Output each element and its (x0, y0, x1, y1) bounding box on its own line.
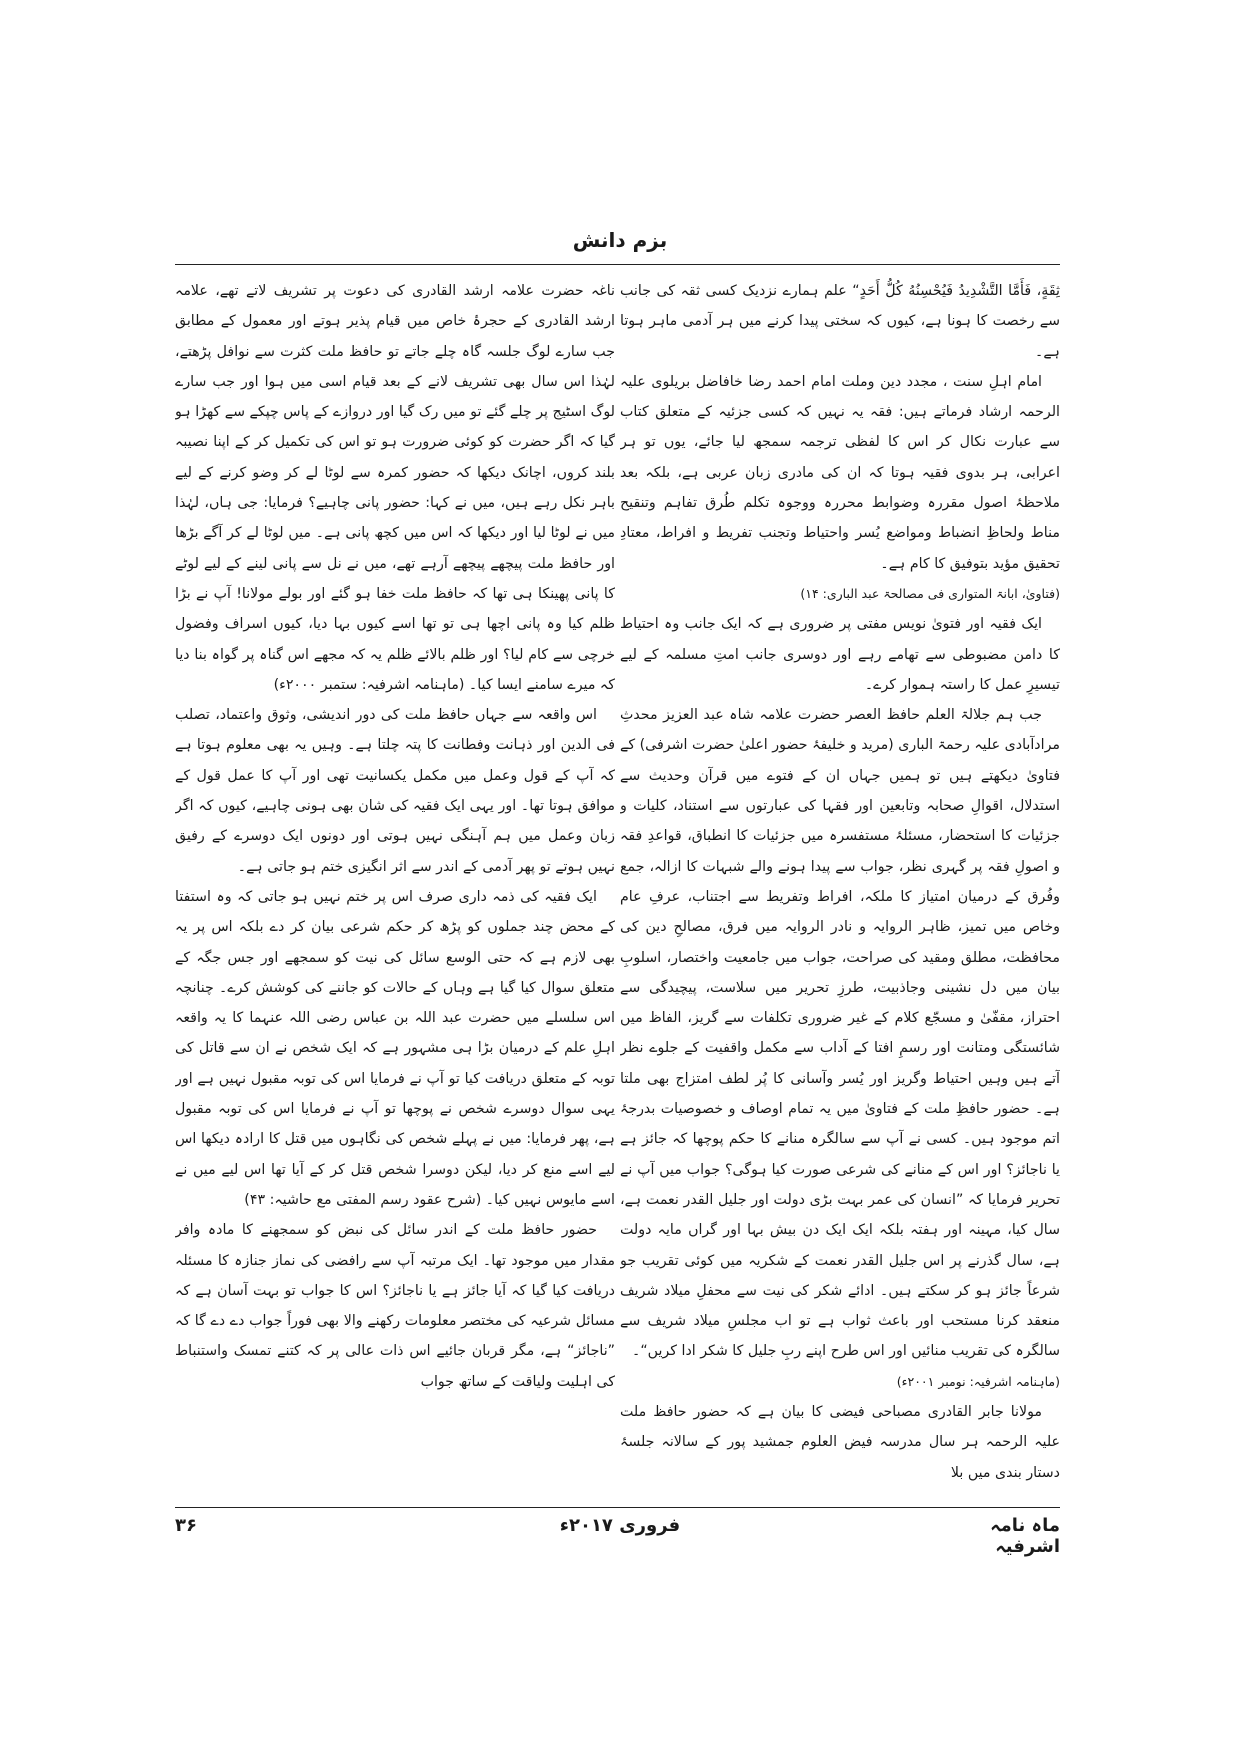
paragraph: امام اہلِ سنت ، مجدد دین وملت امام احمد رضا خافاضل بریلوی علیہ الرحمہ ارشاد فرماتے ہیں: فقہ یہ نہیں کہ کسی جزئیہ کے متعلق کتاب سے عبارت نکال کر اس کا لفظی ترجمہ سمجھ لیا جائے، یوں تو ہر اعرابی، ہر بدوی فقیہ ہوتا کہ ان کی مادری زبان عربی ہے، بلکہ بعد ملاحظۂ اصول مقررہ وضوابط محررہ ووجوہ تکلم طُرق تفاہم وتنقیح مناط ولحاظِ انضباط ومواضع یُسر واحتیاط وتجنب تفریط و افراط، معتادِ تحقیق مؤید بتوفیق کا کام ہے۔ (620, 373, 1060, 572)
footer-magazine-name: ماہ نامہ اشرفیہ (990, 1515, 1060, 1557)
paragraph: ناغہ حضرت علامہ ارشد القادری کی دعوت پر تشریف لاتے تھے، علامہ ارشد القادری کے حجرۂ خاص میں قیام پذیر ہوتے اور معمول کے مطابق جب سارے لوگ جلسہ گاہ چلے جاتے تو حافظ ملت کثرت سے نوافل پڑھتے، لہٰذا اس سال بھی تشریف لانے کے بعد قیام اسی میں ہوا اور جب سارے لوگ اسٹیج پر چلے گئے تو میں رک گیا اور دروازے کے پاس چپکے سے کھڑا ہو گیا کہ اگر حضرت کو کوئی ضرورت ہو تو اس کی تکمیل کر کے اپنا نصیبہ بلند کروں، اچانک دیکھا کہ حضور کمرہ سے لوٹا لے کر وضو کرنے کے لیے باہر نکل رہے ہیں، میں نے کہا: حضور پانی چاہیے؟ فرمایا: جی ہاں، لہٰذا میں نے لوٹا لیا اور دیکھا کہ اس میں کچھ پانی ہے۔ میں لوٹا لے کر آگے بڑھا اور حافظ ملت پیچھے پیچھے آرہے تھے، میں نے نل سے پانی لینے کے لیے لوٹے کا پانی پھینکا ہی تھا کہ حافظ ملت خفا ہو گئے اور بولے مولانا! آپ نے بڑا ظلم کیا وہ پانی اچھا ہی تو تھا اسے کیوں بہا دیا، کیوں اسراف وفضول خرچی سے کام لیا؟ اور ظلم بالائے ظلم یہ کہ مجھے اس گناہ پر گواہ بنا دیا کہ میرے سامنے ایسا کیا۔ (ماہنامہ اشرفیہ: ستمبر ۲۰۰۰ء) (175, 283, 615, 693)
paragraph: (فتاویٰ، ابانۃ المتواری فی مصالحۃ عبد الباری: ۱۴) (800, 585, 1060, 601)
paragraph: جب ہم جلالۃ العلم حافظ العصر حضرت علامہ شاہ عبد العزیز محدثِ مرادآبادی علیہ رحمۃ الباری (مرید و خلیفۂ حضور اعلیٰ حضرت اشرفی) کے فتاویٰ دیکھتے ہیں تو ہمیں جہاں ان کے فتوے میں قرآن وحدیث سے استدلال، اقوالِ صحابہ وتابعین اور فقہا کی عبارتوں سے استناد، کلیات و جزئیات کا استحضار، مسئلۂ مستفسرہ میں جزئیات کا انطباق، قواعدِ فقہ و اصولِ فقہ پر گہری نظر، جواب سے پیدا ہونے والے شبہات کا ازالہ، جمع وفُرق کے درمیان امتیاز کا ملکہ، افراط وتفریط سے اجتناب، عرفِ عام وخاص میں تمیز، ظاہر الروایہ و نادر الروایہ میں فرق، مصالحِ دین کی محافظت، مطلق ومقید کی صراحت، جواب میں جامعیت واختصار، اسلوبِ بیان میں دل نشینی وجاذبیت، طرزِ تحریر میں سلاست، پیچیدگی سے احتراز، مقفّیٰ و مسجّع کلام کے غیر ضروری تکلفات سے گریز، الفاظ میں شائستگی ومتانت اور رسمِ افتا کے آداب سے مکمل واقفیت کے جلوے نظر آتے ہیں وہیں احتیاط وگریز اور یُسر وآسانی کا پُر لطف امتزاج بھی ملتا ہے۔ حضور حافظِ ملت کے فتاویٰ میں یہ تمام اوصاف و خصوصیات بدرجۂ اتم موجود ہیں۔ کسی نے آپ سے سالگرہ منانے کا حکم پوچھا کہ جائز ہے یا ناجائز؟ اور اس کے منانے کی شرعی صورت کیا ہوگی؟ جواب میں آپ نے تحریر فرمایا کہ ”انسان کی عمر بہت بڑی دولت اور جلیل القدر نعمت ہے، سال کیا، مہینہ اور ہفتہ بلکہ ایک ایک دن بیش بہا اور گراں مایہ دولت ہے، سال گذرنے پر اس جلیل القدر نعمت کے شکریہ میں کوئی تقریب جو شرعاً جائز ہو کر سکتے ہیں۔ ادائے شکر کی نیت سے محفلِ میلاد شریف منعقد کرنا مستحب اور باعث ثواب ہے تو اب مجلسِ میلاد شریف سے سالگرہ کی تقریب منائیں اور اس طرح اپنے ربِ جلیل کا شکر ادا کریں“۔ (620, 707, 1060, 1360)
left-text-column (175, 276, 615, 1504)
paragraph: مولانا جابر القادری مصباحی فیضی کا بیان ہے کہ حضور حافظ ملت علیہ الرحمہ ہر سال مدرسہ فیض العلوم جمشید پور کے سالانہ جلسۂ دستار بندی میں بلا (620, 1403, 1060, 1481)
paragraph: حضور حافظ ملت کے اندر سائل کی نبض کو سمجھنے کا مادہ وافر مقدار میں موجود تھا۔ ایک مرتبہ آپ سے رافضی کی نماز جنازہ کا مسئلہ دریافت کیا گیا کہ آیا جائز ہے یا ناجائز؟ اس کا جواب تو بہت آسان ہے کہ مسائل شرعیہ کی مختصر معلومات رکھنے والا بھی فوراً جواب دے دے گا کہ ”ناجائز“ ہے، مگر قربان جائیے اس ذات عالی پر کہ کتنے تمسک واستنباط کی اہلیت ولیاقت کے ساتھ جواب (175, 1222, 615, 1390)
right-text-column (620, 276, 1060, 1504)
paragraph: اس واقعہ سے جہاں حافظ ملت کی دور اندیشی، وثوق واعتماد، تصلب فی الدین اور ذہانت وفطانت کا پتہ چلتا ہے۔ وہیں یہ بھی معلوم ہوتا ہے کہ آپ کے قول وعمل میں مکمل یکسانیت تھی اور آپ کا عمل قول کے موافق ہوتا تھا۔ اور یہی ایک فقیہ کی شان بھی ہونی چاہیے، کیوں کہ اگر زبان وعمل میں ہم آہنگی نہیں ہوتی اور دونوں ایک دوسرے کے رفیق نہیں ہوتے تو پھر آدمی کے اندر سے اثر انگیزی ختم ہو جاتی ہے۔ (175, 707, 615, 875)
footer-issue-date: فروری ۲۰۱۷ء (559, 1515, 681, 1536)
footer-divider (175, 1507, 1060, 1508)
paragraph: ایک فقیہ کی ذمہ داری صرف اس پر ختم نہیں ہو جاتی کہ وہ استفتا کے محض چند جملوں کو پڑھ کر حکم شرعی بیان کر دے بلکہ اس پر یہ بھی لازم ہے کہ حتی الوسع سائل کی نیت کو سمجھے اور جس جگہ کے متعلق سوال کیا گیا ہے وہاں کے حالات کو جاننے کی کوشش کرے۔ چنانچہ اس سلسلے میں حضرت عبد اللہ بن عباس رضی اللہ عنہما کا یہ واقعہ اہلِ علم کے درمیان بڑا ہی مشہور ہے کہ ایک شخص نے ان سے قاتل کی توبہ کے متعلق دریافت کیا تو آپ نے فرمایا اس کی توبہ مقبول نہیں ہے اور یہی سوال دوسرے شخص نے پوچھا تو آپ نے فرمایا اس کی توبہ مقبول ہے، پھر فرمایا: میں نے پہلے شخص کی نگاہوں میں قتل کا ارادہ دیکھا اس لیے اسے منع کر دیا، لیکن دوسرا شخص قتل کر کے آیا تھا اس لیے میں نے اسے مایوس نہیں کیا۔ (شرح عقود رسم المفتی مع حاشیہ: ۴۳) (175, 888, 615, 1208)
footer-page-number: ۳۶ (175, 1515, 197, 1536)
section-header: بزم دانش (572, 228, 668, 252)
paragraph: ایک فقیہ اور فتویٰ نویس مفتی پر ضروری ہے کہ ایک جانب وہ احتیاط کا دامن مضبوطی سے تھامے رہے اور دوسری جانب امتِ مسلمہ کے لیے تیسیرِ عمل کا راستہ ہموار کرے۔ (620, 616, 1060, 693)
paragraph: ثِقَةٍ، فَأَمَّا التَّشْدِيدُ فَيُحْسِنُهُ كُلُّ أَحَدٍ“ علم ہمارے نزدیک کسی ثقہ کی جانب سے رخصت کا ہونا ہے، کیوں کہ سختی پیدا کرنے میں ہر آدمی ماہر ہوتا ہے۔ (620, 283, 1060, 360)
header-divider (175, 264, 1060, 265)
paragraph: (ماہنامہ اشرفیہ: نومبر ۲۰۰۱ء) (896, 1373, 1060, 1389)
